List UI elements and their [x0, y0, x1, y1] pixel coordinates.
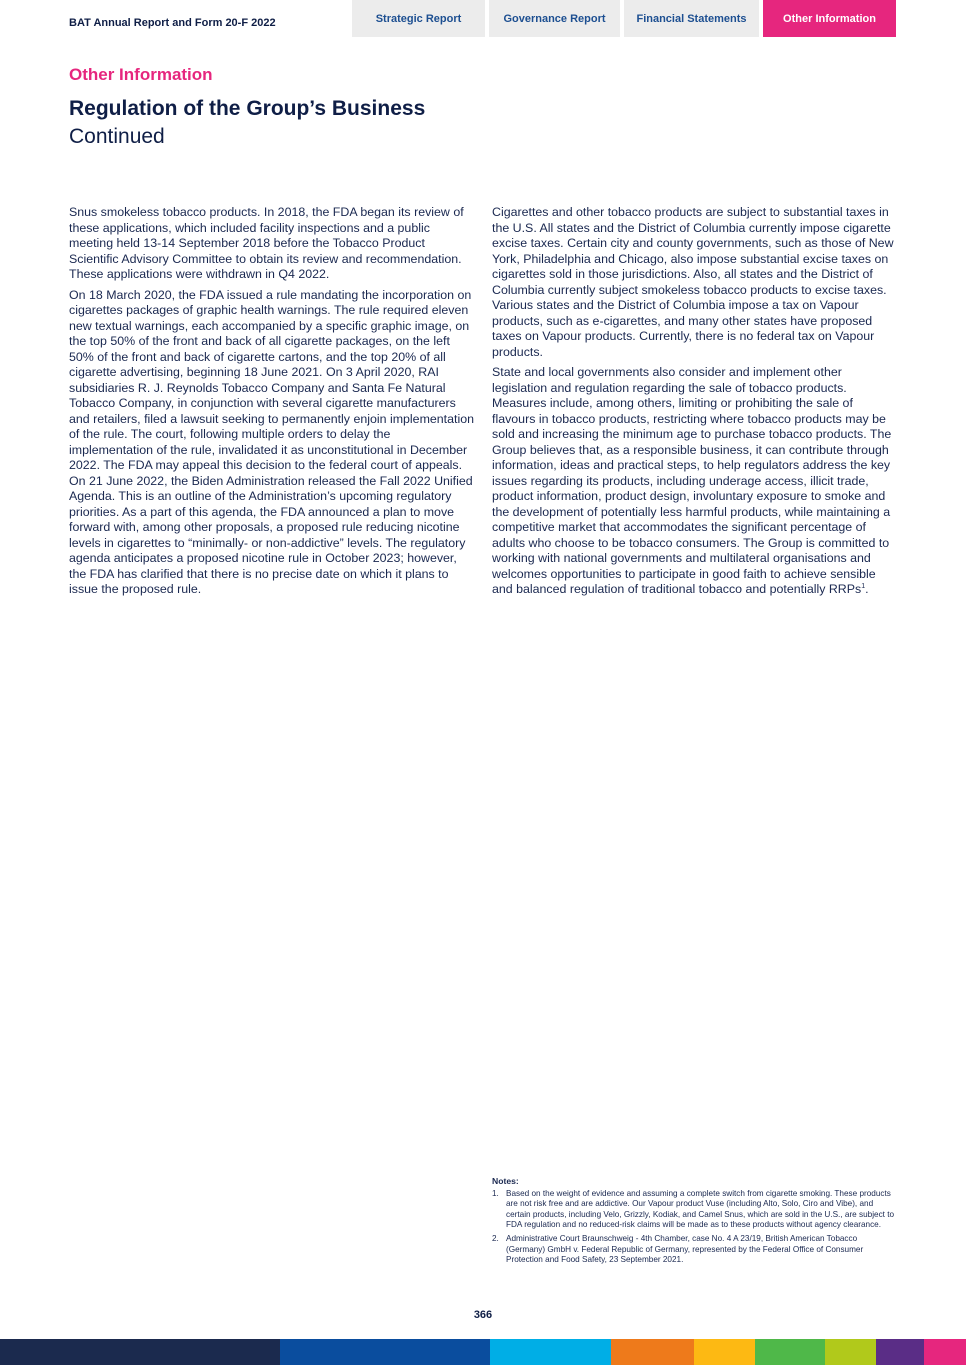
right-column — [492, 205, 898, 603]
footnote-ref-1: 1 — [861, 582, 866, 590]
tab-strategic-report[interactable]: Strategic Report — [352, 0, 485, 37]
left-column — [69, 205, 475, 603]
page-subtitle: Continued — [69, 125, 165, 148]
color-segment — [924, 1339, 966, 1365]
color-segment — [611, 1339, 694, 1365]
left-paragraph-3: On 21 June 2022, the Biden Administration released the Fall 2022 Unified Agenda. This is an outline of the Administration’s upcoming regulatory priorities. As a part of this agenda, the FDA announced a plan to move forward with, among other proposals, a proposed rule reducing nicotine levels in cigarettes to “minimally- or non-addictive” levels. The regulatory agenda anticipates a proposed nicotine rule in October 2023; however, the FDA has clarified that there is no precise date on which it plans to issue the proposed rule. — [69, 473, 473, 596]
note-number: 2. — [492, 1233, 499, 1243]
notes-heading: Notes: — [492, 1176, 519, 1186]
right-paragraph-2-text: State and local governments also consider and implement other legislation and regulation regarding the sale of tobacco products. Measures include, among others, limiting or prohibiting the sale of flavours in tobacco products, restricting where tobacco products may be sold and increasing the minimum age to purchase tobacco products. The Group believes that, as a responsible business, it can contribute through information, ideas and practical steps, to help regulators address the key issues regarding its products, including underage access, illicit trade, product information, product design, involuntary exposure to smoke and the development of potentially less harmful products, while maintaining a competitive market that accommodates the significant percentage of adults who choose to be tobacco consumers. The Group is committed to working with national governments and multilateral organisations and welcomes opportunities to participate in good faith to achieve sensible and balanced regulation of traditional tobacco and potentially RRPs — [492, 365, 892, 596]
tab-other-information[interactable]: Other Information — [763, 0, 896, 37]
note-item — [492, 1234, 898, 1266]
note-text: Administrative Court Braunschweig - 4th Chamber, case No. 4 A 23/19, British American Tobacco (Germany) GmbH v. Federal Republic of Germany, represented by the Federal Office of Consumer Protection and Food Safety, 23 September 2021. — [506, 1233, 864, 1265]
color-segment — [0, 1339, 280, 1365]
color-segment — [490, 1339, 611, 1365]
right-paragraph-2 — [492, 365, 898, 598]
notes — [492, 1176, 898, 1269]
report-title: BAT Annual Report and Form 20-F 2022 — [69, 17, 276, 29]
section-tabs — [352, 0, 896, 37]
left-paragraph-2: On 18 March 2020, the FDA issued a rule mandating the incorporation on cigarettes packages of graphic health warnings. The rule required eleven new textual warnings, each accompanied by a specific graphic image, on the top 50% of the front and back of all cigarette packages, on the left 50% of the front and back of cigarette cartons, and the top 20% of all cigarette advertising, beginning 18 June 2021. On 3 April 2020, RAI subsidiaries R. J. Reynolds Tobacco Company and Santa Fe Natural Tobacco Company, in conjunction with several cigarette manufacturers and retailers, filed a lawsuit seeking to permanently enjoin implementation of the rule. The court, following multiple orders to delay the implementation of the rule, invalidated it as unconstitutional in December 2022. The FDA may appeal this decision to the federal court of appeals. — [69, 287, 474, 472]
footer-color-bar — [0, 1339, 966, 1365]
color-segment — [876, 1339, 924, 1365]
right-paragraph-1: Cigarettes and other tobacco products are subject to substantial taxes in the U.S. All states and the District of Columbia currently impose cigarette excise taxes. Certain city and county governments, such as those of New York, Philadelphia and Chicago, also impose substantial excise taxes on cigarettes sold in those jurisdictions. Also, all states and the District of Columbia currently subject smokeless tobacco products to excise taxes. Various states and the District of Columbia impose a tax on Vapour products, such as e-cigarettes, and many other states have proposed taxes on Vapour products. Currently, there is no federal tax on Vapour products. — [492, 205, 894, 359]
tab-governance-report[interactable]: Governance Report — [489, 0, 620, 37]
color-segment — [280, 1339, 490, 1365]
note-number: 1. — [492, 1188, 499, 1198]
color-segment — [825, 1339, 876, 1365]
color-segment — [755, 1339, 825, 1365]
note-text: Based on the weight of evidence and assuming a complete switch from cigarette smoking. These products are not risk free and are addictive. Our Vapour product Vuse (including Alto, Solo, Ciro and Vibe), and certain products, including Velo, Grizzly, Kodiak, and Camel Snus, which are sold in the U.S., are subject to FDA regulation and no reduced-risk claims will be made as to these products without agency clearance. — [506, 1188, 895, 1230]
section-label: Other Information — [69, 65, 213, 84]
page-title: Regulation of the Group’s Business — [69, 97, 426, 120]
note-item — [492, 1189, 898, 1231]
left-paragraph-1: Snus smokeless tobacco products. In 2018, the FDA began its review of these applications, which included facility inspections and a public meeting held 13-14 September 2018 before the Tobacco Product Scientific Advisory Committee to obtain its review and recommendation. These applications were withdrawn in Q4 2022. — [69, 205, 464, 281]
color-segment — [694, 1339, 755, 1365]
right-paragraph-2-end: . — [865, 582, 869, 596]
tab-financial-statements[interactable]: Financial Statements — [624, 0, 759, 37]
page-number: 366 — [473, 1309, 493, 1321]
